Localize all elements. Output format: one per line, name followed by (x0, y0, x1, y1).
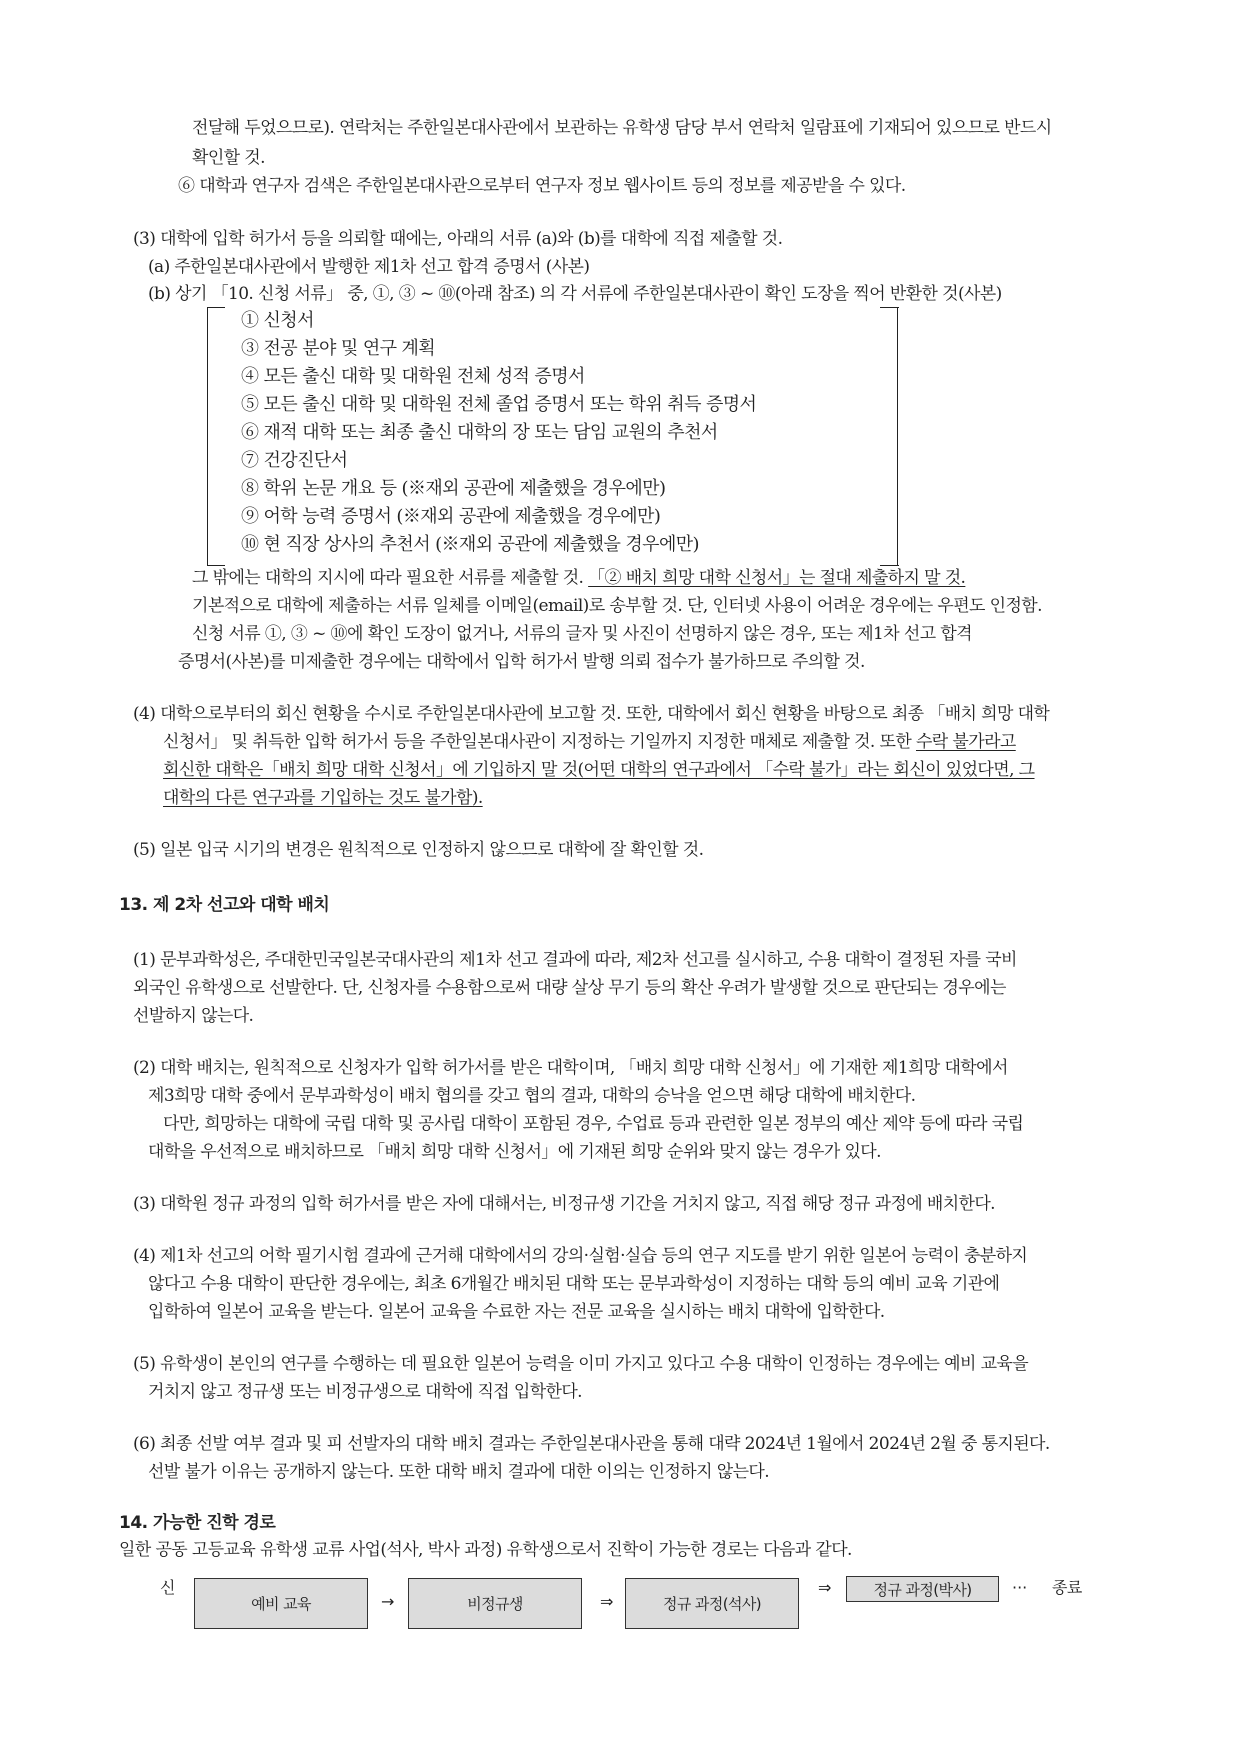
item-4-line-4: 대학의 다른 연구과를 기입하는 것도 불가함). (163, 788, 483, 808)
s13-p2-line: 다만, 희망하는 대학에 국립 대학 및 공사립 대학이 포함된 경우, 수업료 등과 관련한 일본 정부의 예산 제약 등에 따라 국립 (163, 1114, 1024, 1134)
intro-line-1: 전달해 두었으므로). 연락처는 주한일본대사관에서 보관하는 유학생 담당 부서 연락처 일람표에 기재되어 있으므로 반드시 (192, 118, 1052, 138)
intro-line-3: ⑥ 대학과 연구자 검색은 주한일본대사관으로부터 연구자 정보 웹사이트 등의 정보를 제공받을 수 있다. (178, 176, 906, 196)
s13-p3: (3) 대학원 정규 과정의 입학 허가서를 받은 자에 대해서는, 비정규생 기간을 거치지 않고, 직접 해당 정규 과정에 배치한다. (133, 1194, 995, 1214)
item-4-line-2-text: 신청서」 및 취득한 입학 허가서 등을 주한일본대사관이 지정하는 기일까지 지정한 매체로 제출할 것. 또한 (163, 732, 916, 752)
doc-item: ⑥ 재적 대학 또는 최종 출신 대학의 장 또는 담임 교원의 추천서 (241, 422, 718, 443)
bracket-left-bottom (207, 565, 225, 566)
section-14-description: 일한 공동 고등교육 유학생 교류 사업(석사, 박사 과정) 유학생으로서 진학이 가능한 경로는 다음과 같다. (119, 1540, 852, 1560)
s13-p1-line: (1) 문부과학성은, 주대한민국일본국대사관의 제1차 선고 결과에 따라, 제2차 선고를 실시하고, 수용 대학이 결정된 자를 국비 (133, 950, 1017, 970)
section-14-title: 14. 가능한 진학 경로 (119, 1513, 276, 1533)
doc-item: ⑦ 건강진단서 (241, 450, 348, 471)
item-4-line-3: 회신한 대학은「배치 희망 대학 신청서」에 기입하지 말 것(어떤 대학의 연구과에서 「수락 불가」라는 회신이 있었다면, 그 (163, 760, 1035, 780)
s13-p2-line: 제3희망 대학 중에서 문부과학성이 배치 협의를 갖고 협의 결과, 대학의 승낙을 얻으면 해당 대학에 배치한다. (148, 1086, 916, 1106)
s13-p4-line: 입학하여 일본어 교육을 받는다. 일본어 교육을 수료한 자는 전문 교육을 실시하는 배치 대학에 입학한다. (148, 1302, 885, 1322)
item-4-line-2 (163, 732, 1016, 752)
bracket-left-top (207, 307, 225, 308)
flow-step-non-regular: 비정규생 (408, 1578, 582, 1629)
s13-p5-line: 거치지 않고 정규생 또는 비정규생으로 대학에 직접 입학한다. (148, 1382, 582, 1402)
bracket-right-top (880, 307, 899, 308)
doc-item: ⑨ 어학 능력 증명서 (※재외 공관에 제출했을 경우에만) (241, 506, 661, 527)
item-4-line-2-underlined: 수락 불가라고 (915, 732, 1016, 752)
item-3-note-3: 신청 서류 ①, ③ ~ ⑩에 확인 도장이 없거나, 서류의 글자 및 사진이 선명하지 않은 경우, 또는 제1차 선고 합격 (192, 624, 972, 644)
flow-step-doctorate: 정규 과정(박사) (846, 1576, 999, 1602)
item-3-note-1 (192, 568, 965, 588)
doc-item: ④ 모든 출신 대학 및 대학원 전체 성적 증명서 (241, 366, 585, 387)
flow-start-label: 신 (160, 1578, 175, 1597)
item-3b: (b) 상기 「10. 신청 서류」 중, ①, ③ ~ ⑩(아래 참조) 의 각 서류에 주한일본대사관이 확인 도장을 찍어 반환한 것(사본) (148, 284, 1002, 304)
item-3a: (a) 주한일본대사관에서 발행한 제1차 선고 합격 증명서 (사본) (148, 257, 590, 277)
note-1-underlined: 「② 배치 희망 대학 신청서」는 절대 제출하지 말 것. (588, 568, 966, 588)
s13-p5-line: (5) 유학생이 본인의 연구를 수행하는 데 필요한 일본어 능력을 이미 가지고 있다고 수용 대학이 인정하는 경우에는 예비 교육을 (133, 1354, 1029, 1374)
bracket-left (207, 307, 208, 565)
doc-item: ⑧ 학위 논문 개요 등 (※재외 공관에 제출했을 경우에만) (241, 478, 666, 499)
s13-p4-line: 않다고 수용 대학이 판단한 경우에는, 최초 6개월간 배치된 대학 또는 문부과학성이 지정하는 대학 등의 예비 교육 기관에 (148, 1274, 1000, 1294)
doc-item: ③ 전공 분야 및 연구 계획 (241, 338, 436, 359)
flow-arrow-double: ⇒ (818, 1578, 832, 1597)
section-13-title: 13. 제 2차 선고와 대학 배치 (119, 895, 330, 915)
doc-item: ⑩ 현 직장 상사의 추천서 (※재외 공관에 제출했을 경우에만) (241, 534, 699, 555)
item-3-heading: (3) 대학에 입학 허가서 등을 의뢰할 때에는, 아래의 서류 (a)와 (b)를 대학에 직접 제출할 것. (133, 229, 783, 249)
s13-p6-line: 선발 불가 이유는 공개하지 않는다. 또한 대학 배치 결과에 대한 이의는 인정하지 않는다. (148, 1462, 770, 1482)
bracket-right (897, 307, 898, 565)
s13-p2-line: (2) 대학 배치는, 원칙적으로 신청자가 입학 허가서를 받은 대학이며, 「배치 희망 대학 신청서」에 기재한 제1희망 대학에서 (133, 1058, 1008, 1078)
doc-item: ⑤ 모든 출신 대학 및 대학원 전체 졸업 증명서 또는 학위 취득 증명서 (241, 394, 757, 415)
flow-ellipsis: ··· (1012, 1578, 1028, 1597)
s13-p1-line: 외국인 유학생으로 선발한다. 단, 신청자를 수용함으로써 대량 살상 무기 등의 확산 우려가 발생할 것으로 판단되는 경우에는 (133, 978, 1006, 998)
item-4-line-1: (4) 대학으로부터의 회신 현황을 수시로 주한일본대사관에 보고할 것. 또한, 대학에서 회신 현황을 바탕으로 최종 「배치 희망 대학 (133, 704, 1050, 724)
s13-p4-line: (4) 제1차 선고의 어학 필기시험 결과에 근거해 대학에서의 강의·실험·실습 등의 연구 지도를 받기 위한 일본어 능력이 충분하지 (133, 1246, 1028, 1266)
s13-p1-line: 선발하지 않는다. (133, 1006, 254, 1026)
flow-step-prep-education: 예비 교육 (194, 1578, 368, 1629)
flow-arrow-double: ⇒ (600, 1592, 614, 1611)
flow-arrow-right: → (381, 1592, 395, 1611)
flow-step-masters: 정규 과정(석사) (625, 1578, 799, 1629)
intro-line-2: 확인할 것. (192, 148, 265, 168)
note-1-text: 그 밖에는 대학의 지시에 따라 필요한 서류를 제출할 것. (192, 568, 589, 588)
item-3-note-4: 증명서(사본)를 미제출한 경우에는 대학에서 입학 허가서 발행 의뢰 접수가 불가하므로 주의할 것. (178, 652, 865, 672)
doc-item: ① 신청서 (241, 310, 314, 331)
flow-end-label: 종료 (1052, 1578, 1082, 1597)
item-3-note-2: 기본적으로 대학에 제출하는 서류 일체를 이메일(email)로 송부할 것. 단, 인터넷 사용이 어려운 경우에는 우편도 인정함. (192, 596, 1042, 616)
s13-p2-line: 대학을 우선적으로 배치하므로 「배치 희망 대학 신청서」에 기재된 희망 순위와 맞지 않는 경우가 있다. (148, 1142, 881, 1162)
s13-p6-line: (6) 최종 선발 여부 결과 및 피 선발자의 대학 배치 결과는 주한일본대사관을 통해 대략 2024년 1월에서 2024년 2월 중 통지된다. (133, 1434, 1050, 1454)
bracket-right-bottom (880, 565, 899, 566)
item-5: (5) 일본 입국 시기의 변경은 원칙적으로 인정하지 않으므로 대학에 잘 확인할 것. (133, 840, 704, 860)
